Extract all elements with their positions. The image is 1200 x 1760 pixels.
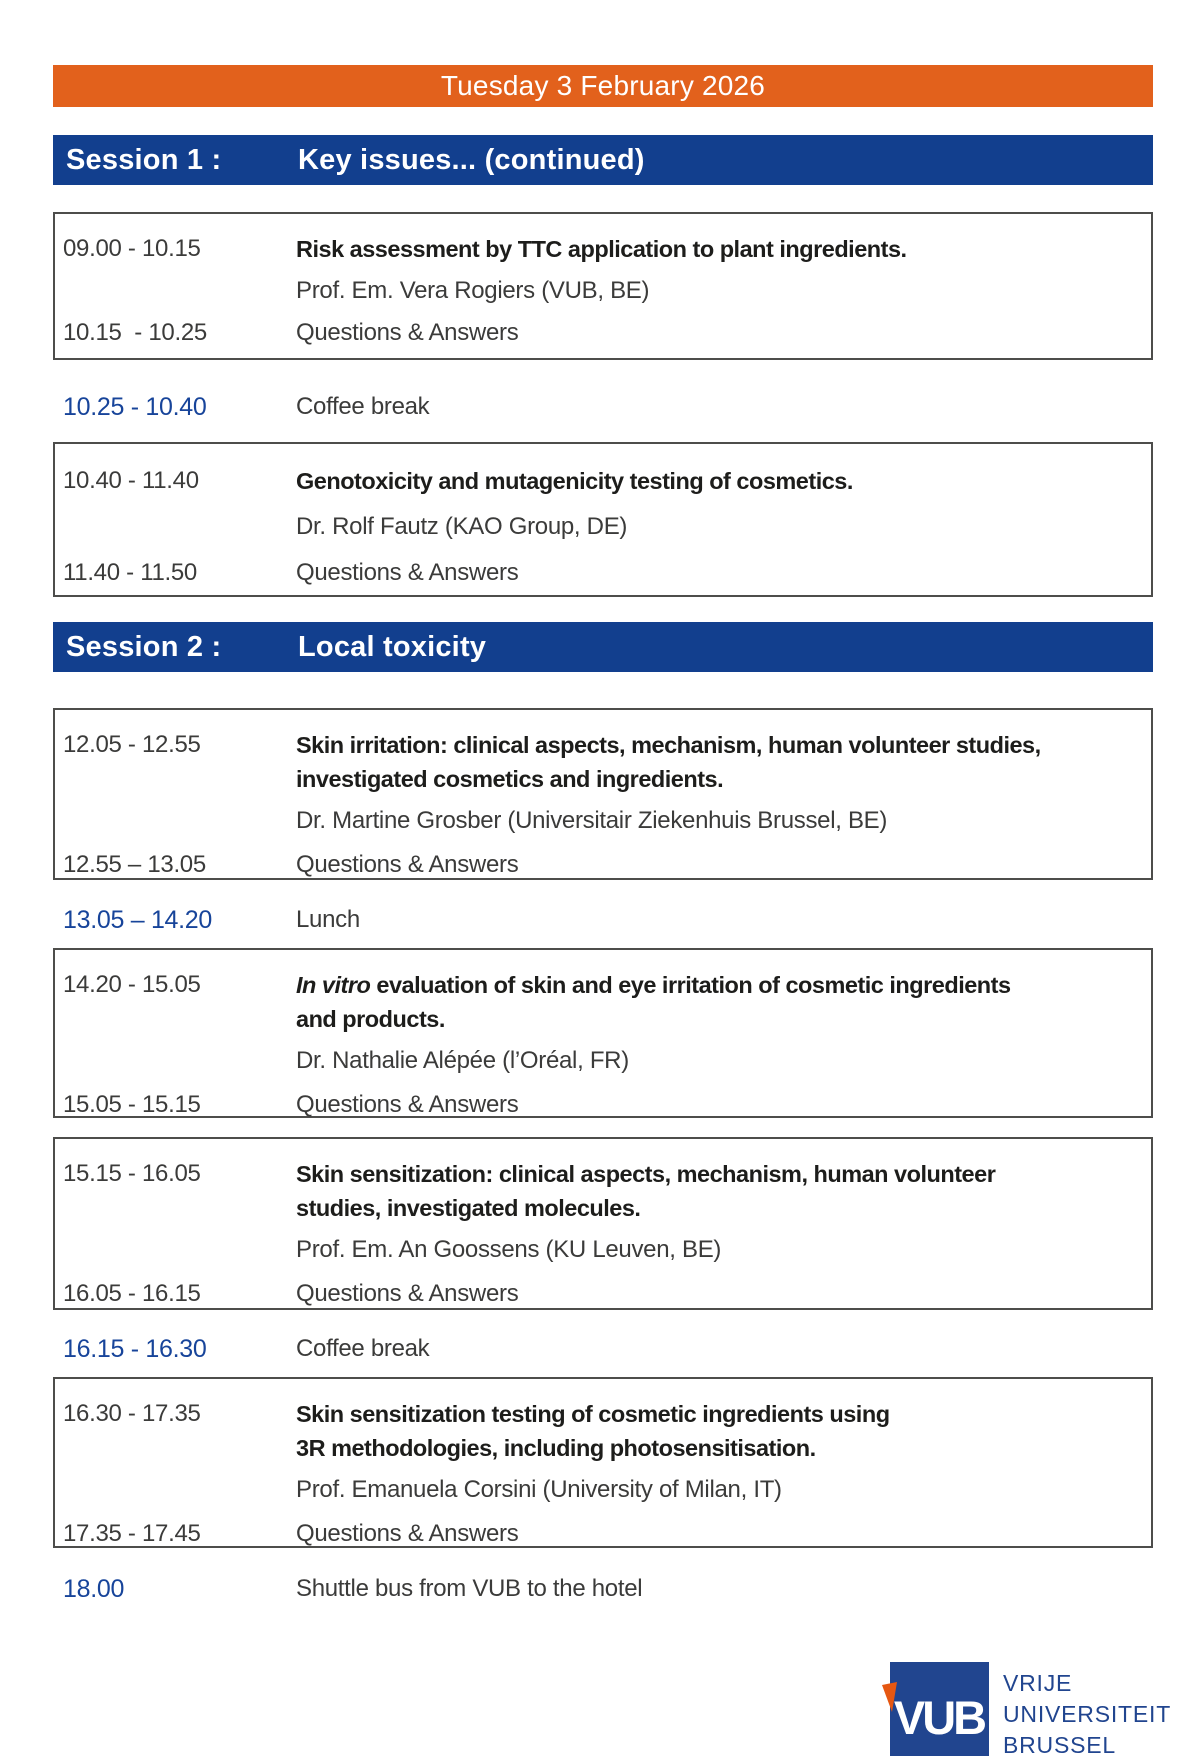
time-cell: 17.35 - 17.45 [63,1520,201,1547]
vub-logo [877,1662,989,1756]
time-cell: 10.15 - 10.25 [63,319,207,346]
talk-speaker: Dr. Martine Grosber (Universitair Ziekenhuis Brussel, BE) [296,807,888,834]
talk-speaker: Prof. Em. Vera Rogiers (VUB, BE) [296,277,650,304]
break-time: 10.25 - 10.40 [63,393,207,421]
schedule-box-1 [53,212,1153,360]
time-cell: 14.20 - 15.05 [63,971,201,998]
speaker-row [63,510,1136,544]
talk-title [296,728,1136,796]
talk-title-line-1: Skin irritation: clinical aspects, mechanism, human volunteer studies, [296,732,1041,758]
speaker-row [63,1473,1136,1507]
vub-wordmark-line-1: VRIJE [1003,1670,1073,1696]
time-cell: 12.55 – 13.05 [63,851,206,878]
talk-title [296,1157,1136,1225]
talk-title [296,1397,1136,1465]
time-cell: 15.15 - 16.05 [63,1160,201,1187]
break-label: Coffee break [296,393,430,420]
talk-title-line-2: and products. [296,1006,445,1032]
talk-title: Genotoxicity and mutagenicity testing of cosmetics. [296,468,853,494]
schedule-box-5 [53,1137,1153,1310]
date-banner [53,65,1153,107]
time-cell: 15.05 - 15.15 [63,1091,201,1118]
speaker-row [63,804,1136,838]
session-1-title: Key issues... (continued) [298,143,645,176]
break-label: Lunch [296,906,360,933]
talk-title-line-2: studies, investigated molecules. [296,1195,641,1221]
vub-logo-mark [877,1662,989,1756]
talk-speaker: Dr. Nathalie Alépée (l’Oréal, FR) [296,1047,629,1074]
qa-label: Questions & Answers [296,319,519,346]
talk-title-italic: In vitro [296,972,371,998]
qa-row [63,1277,1136,1311]
talk-title-line-1: Skin sensitization testing of cosmetic ingredients using [296,1401,890,1427]
talk-row [63,1397,1136,1465]
time-cell: 11.40 - 11.50 [63,559,197,586]
speaker-row [63,1044,1136,1078]
vub-logo-acronym: VUB [893,1691,985,1744]
talk-row [63,968,1136,1036]
break-time: 16.15 - 16.30 [63,1335,207,1363]
qa-label: Questions & Answers [296,1280,519,1307]
schedule-box-4 [53,948,1153,1118]
talk-title-line-1: Skin sensitization: clinical aspects, mechanism, human volunteer [296,1161,996,1187]
schedule-box-6 [53,1377,1153,1548]
break-time: 18.00 [63,1575,125,1603]
qa-row [63,1517,1136,1551]
break-time: 13.05 – 14.20 [63,906,213,934]
break-row-lunch [53,903,1153,937]
date-banner-label: Tuesday 3 February 2026 [440,70,766,101]
session-2-name: Session 2 : [66,630,222,663]
session-2-title: Local toxicity [298,630,487,663]
break-label: Coffee break [296,1335,430,1362]
speaker-row [63,1233,1136,1267]
qa-label: Questions & Answers [296,559,519,586]
talk-title [296,968,1136,1036]
vub-wordmark-line-2: UNIVERSITEIT [1003,1701,1172,1727]
talk-title-line-2: investigated cosmetics and ingredients. [296,766,724,792]
talk-row [63,1157,1136,1225]
qa-row [63,1088,1136,1122]
schedule-box-3 [53,708,1153,880]
qa-label: Questions & Answers [296,1091,519,1118]
break-row-coffee-2 [53,1332,1153,1366]
qa-label: Questions & Answers [296,1520,519,1547]
talk-title: Risk assessment by TTC application to plant ingredients. [296,236,907,262]
time-cell: 16.05 - 16.15 [63,1280,201,1307]
qa-label: Questions & Answers [296,851,519,878]
break-row-shuttle [53,1572,1153,1606]
qa-row [63,556,1136,590]
talk-speaker: Prof. Emanuela Corsini (University of Milan, IT) [296,1476,782,1503]
vub-wordmark [1003,1668,1171,1760]
talk-row [63,728,1136,796]
talk-row [63,232,1136,266]
time-cell: 09.00 - 10.15 [63,235,201,262]
time-cell: 16.30 - 17.35 [63,1400,201,1427]
talk-row [63,464,1136,498]
session-2-header [53,622,1153,672]
schedule-box-2 [53,442,1153,597]
talk-speaker: Dr. Rolf Fautz (KAO Group, DE) [296,513,628,540]
talk-title-line-1: In vitro evaluation of skin and eye irritation of cosmetic ingredients [296,972,1011,998]
qa-row [63,848,1136,882]
vub-wordmark-line-3: BRUSSEL [1003,1732,1116,1758]
speaker-row [63,274,1136,308]
talk-speaker: Prof. Em. An Goossens (KU Leuven, BE) [296,1236,722,1263]
session-1-header [53,135,1153,185]
talk-title-line-2: 3R methodologies, including photosensitisation. [296,1435,816,1461]
break-label: Shuttle bus from VUB to the hotel [296,1575,643,1602]
break-row-coffee-1 [53,390,1153,424]
time-cell: 12.05 - 12.55 [63,731,201,758]
session-1-name: Session 1 : [66,143,222,176]
time-cell: 10.40 - 11.40 [63,467,199,494]
qa-row [63,316,1136,350]
